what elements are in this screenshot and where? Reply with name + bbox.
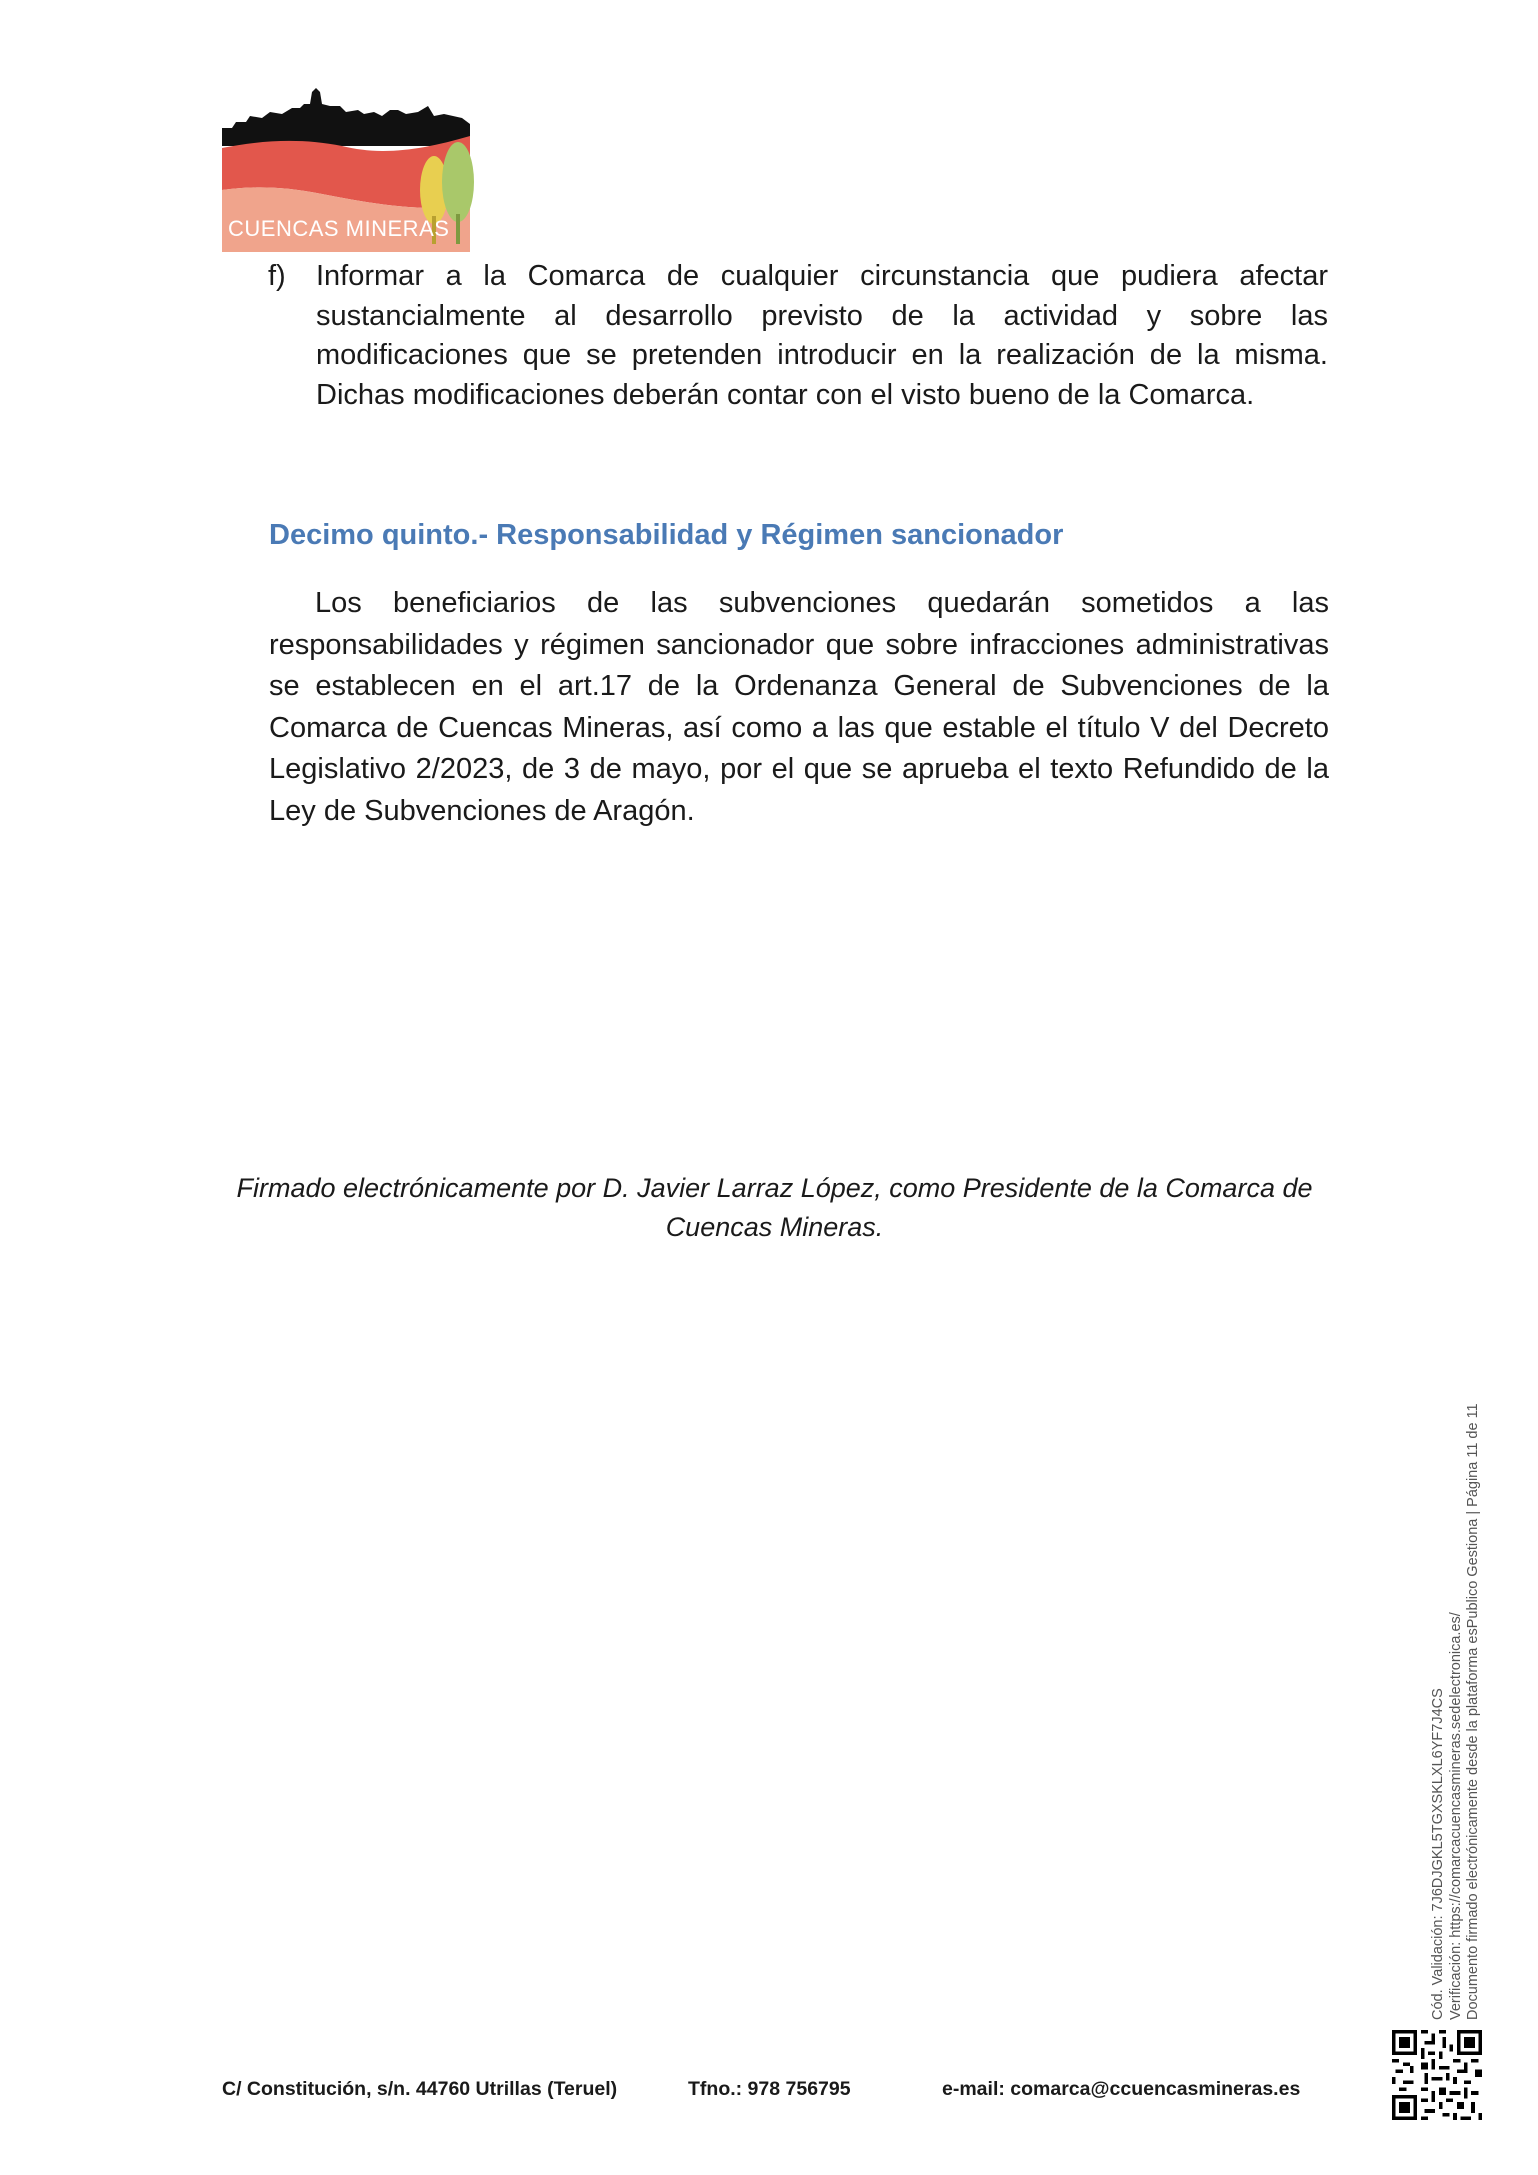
section-heading: Decimo quinto.- Responsabilidad y Régimen sancionador: [269, 519, 1064, 551]
list-item-text: Informar a la Comarca de cualquier circunstancia que pudiera afectar sustancialmente al desarrollo previsto de la actividad y sobre las modificaciones que se pretenden introducir en la realización de la misma. Dichas modificaciones deberán contar con el visto bueno de la Comarca.: [316, 260, 1328, 411]
cuencas-mineras-logo: [222, 86, 476, 252]
list-item-f: [268, 257, 1328, 415]
validation-code: Cód. Validación: 7J6DJGKL5TGXSKLXL6YF7J4CS: [1430, 1688, 1446, 2020]
footer-email: e-mail: comarca@ccuencasmineras.es: [942, 2078, 1301, 2100]
platform-note: Documento firmado electrónicamente desde la plataforma esPublico Gestiona | Página 11 de 11: [1465, 1403, 1481, 2020]
verification-url: Verificación: https://comarcacuencasmineras.sedelectronica.es/: [1447, 1612, 1464, 2020]
logo-text: CUENCAS MINERAS: [228, 216, 450, 241]
signature-text: Firmado electrónicamente por D. Javier Larraz López, como Presidente de la Comarca de Cuencas Mineras.: [236, 1173, 1313, 1242]
footer-phone: Tfno.: 978 756795: [688, 2078, 851, 2100]
page-footer: [0, 2078, 1538, 2108]
verification-sidebar: [1430, 1350, 1510, 2020]
section-body: Los beneficiarios de las subvenciones quedarán sometidos a las responsabilidades y régimen sancionador que sobre infracciones administrativas se establecen en el art.17 de la Ordenanza General de Subvenciones de la Comarca de Cuencas Mineras, así como a las que estable el título V del Decreto Legislativo 2/2023, de 3 de mayo, por el que se aprueba el texto Refundido de la Ley de Subvenciones de Aragón.: [269, 587, 1329, 827]
list-marker: f): [268, 260, 286, 292]
footer-address: C/ Constitución, s/n. 44760 Utrillas (Teruel): [222, 2078, 618, 2100]
